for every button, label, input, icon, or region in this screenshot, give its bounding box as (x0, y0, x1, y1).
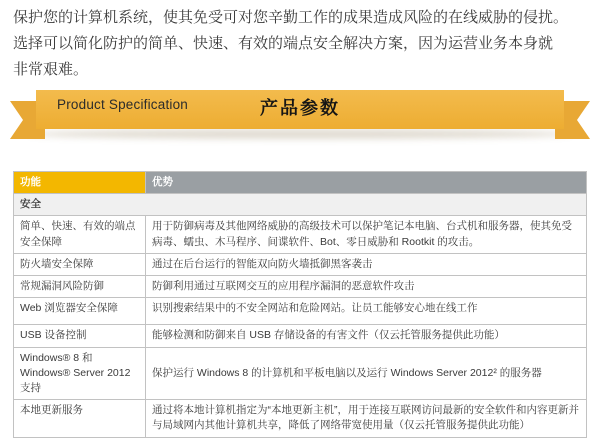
feature-cell: Windows® 8 和 Windows® Server 2012 支持 (14, 347, 146, 400)
table-row (14, 253, 587, 275)
column-header-benefit: 优势 (146, 172, 587, 194)
banner-title-en: Product Specification (57, 97, 189, 112)
feature-cell: Web 浏览器安全保障 (14, 298, 146, 325)
intro-line: 选择可以简化防护的简单、快速、有效的端点安全解决方案，因为运营业务本身就 (13, 35, 554, 52)
benefit-cell: 防御利用通过互联网交互的应用程序漏洞的恶意软件攻击 (146, 276, 587, 298)
feature-cell: 本地更新服务 (14, 400, 146, 437)
feature-cell: 简单、快速、有效的端点安全保障 (14, 216, 146, 253)
intro-line: 非常艰难。 (13, 61, 89, 78)
benefit-cell: 识别搜索结果中的不安全网站和危险网站。让员工能够安心地在线工作 (146, 298, 587, 325)
ribbon-banner (0, 85, 600, 155)
benefit-cell: 通过将本地计算机指定为“本地更新主机”，用于连接互联网访问最新的安全软件和内容更新并与局域网内其他计算机共享，降低了网络带宽使用量（仅云托管服务提供此功能） (146, 400, 587, 437)
table-row (14, 400, 587, 437)
benefit-cell: 保护运行 Windows 8 的计算机和平板电脑以及运行 Windows Server 2012² 的服务器 (146, 347, 587, 400)
table-header-row (14, 172, 587, 194)
ribbon-shadow (28, 129, 572, 139)
intro-line: 保护您的计算机系统，使其免受可对您辛勤工作的成果造成风险的在线威胁的侵扰。 (13, 9, 569, 26)
feature-cell: 防火墙安全保障 (14, 253, 146, 275)
table-row (14, 276, 587, 298)
feature-cell: USB 设备控制 (14, 325, 146, 347)
column-header-feature: 功能 (14, 172, 146, 194)
table-row (14, 347, 587, 400)
benefit-cell: 通过在后台运行的智能双向防火墙抵御黑客袭击 (146, 253, 587, 275)
section-row-security (14, 194, 587, 216)
table-row (14, 325, 587, 347)
benefit-cell: 能够检测和防御来自 USB 存储设备的有害文件（仅云托管服务提供此功能） (146, 325, 587, 347)
table-row (14, 298, 587, 325)
table-row (14, 216, 587, 253)
product-spec-table (13, 171, 587, 438)
benefit-cell: 用于防御病毒及其他网络威胁的高级技术可以保护笔记本电脑、台式机和服务器，使其免受病毒、蠕虫、木马程序、间谍软件、Bot、零日威胁和 Rootkit 的攻击。 (146, 216, 587, 253)
feature-cell: 常规漏洞风险防御 (14, 276, 146, 298)
intro-paragraph (13, 5, 591, 83)
banner-title-zh: 产品参数 (260, 98, 340, 118)
section-label: 安全 (14, 194, 587, 216)
